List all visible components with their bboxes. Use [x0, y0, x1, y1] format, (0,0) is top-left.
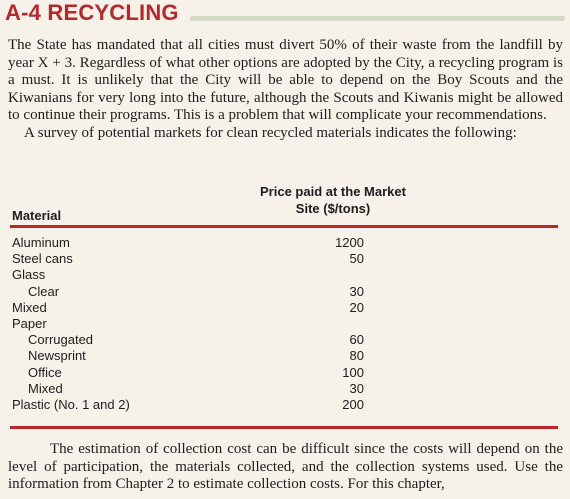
outro-paragraph: The estimation of collection cost can be difficult since the costs will depend on the level of participation, the materials collected, and the collection systems used. Use the information from Chapter 2 to estimate collection costs. For this chapter,	[8, 441, 563, 492]
table-row	[10, 284, 558, 300]
section-code: A-4	[5, 0, 42, 25]
material-name: Plastic (No. 1 and 2)	[12, 396, 130, 412]
material-name: Glass	[12, 267, 46, 283]
table-row	[10, 397, 558, 413]
table-body	[10, 235, 558, 413]
material-price: 200	[342, 396, 364, 412]
material-price: 30	[349, 283, 364, 299]
survey-sentence: A survey of potential markets for clean recycled materials indicates the following:	[24, 124, 517, 141]
table-row	[10, 381, 558, 397]
material-name: Corrugated	[28, 332, 94, 348]
intro-text	[8, 37, 563, 143]
table-row	[10, 251, 558, 267]
material-name: Mixed	[28, 380, 63, 396]
material-name: Mixed	[12, 299, 47, 315]
material-name: Steel cans	[12, 251, 73, 267]
section-heading	[5, 0, 179, 26]
table-top-rule	[10, 225, 558, 228]
material-column-header: Material	[12, 208, 62, 223]
table-row	[10, 332, 558, 348]
material-price: 100	[342, 364, 364, 380]
heading-rule	[190, 16, 565, 21]
material-name: Paper	[12, 315, 47, 331]
material-name: Aluminum	[12, 235, 70, 250]
table-row	[10, 348, 558, 364]
outro-text	[8, 441, 563, 494]
price-column-header	[238, 183, 428, 217]
price-header-line-2: Site ($/tons)	[295, 201, 371, 216]
intro-paragraph: The State has mandated that all cities must divert 50% of their waste from the landfill by year X + 3. Regardless of what other options are adopted by the City, a recycling program is a must. It is unlikely that the City will be able to depend on the Boy Scouts and the Kiwanians for very long into the future, although the Scouts and Kiwanis might be allowed to continue their programs. This is a problem that will complicate your recommendations.	[8, 37, 563, 124]
material-price: 50	[349, 251, 364, 267]
material-price: 30	[349, 380, 364, 396]
material-price: 1200	[335, 235, 364, 250]
material-price: 20	[349, 299, 364, 315]
price-header-line-1: Price paid at the Market	[260, 184, 406, 199]
material-price: 60	[349, 332, 364, 348]
material-name: Clear	[28, 283, 60, 299]
material-name: Office	[28, 364, 62, 380]
table-row	[10, 267, 558, 283]
table-row	[10, 300, 558, 316]
material-price: 80	[349, 348, 364, 364]
table-row	[10, 365, 558, 381]
table-row	[10, 235, 558, 251]
section-title: RECYCLING	[47, 0, 179, 25]
table-row	[10, 316, 558, 332]
material-name: Newsprint	[28, 348, 86, 364]
table-bottom-rule	[10, 426, 558, 429]
